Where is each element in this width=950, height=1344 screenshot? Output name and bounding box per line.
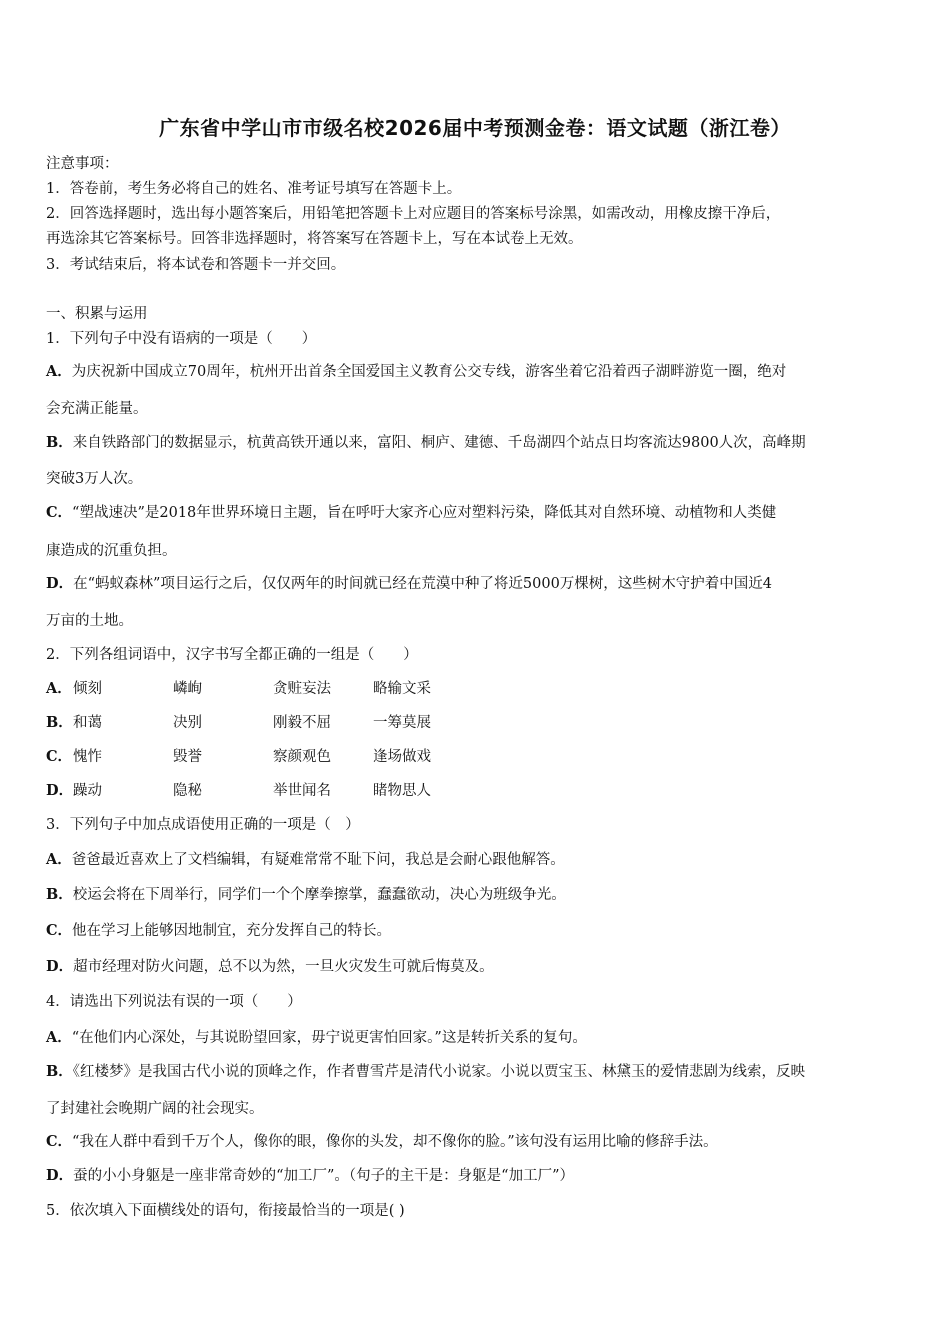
option-letter: A． <box>46 1029 72 1046</box>
word: 隐秘 <box>173 783 202 799</box>
notice-heading: 注意事项： <box>46 156 119 172</box>
q1-option-c-cont: 康造成的沉重负担。 <box>46 543 177 559</box>
option-label: B． <box>46 714 73 731</box>
word: 刚毅不屈 <box>273 715 331 731</box>
word: 略输文采 <box>373 681 431 697</box>
option-letter: B． <box>46 434 73 451</box>
word: 举世闻名 <box>273 783 331 799</box>
option-letter: B． <box>46 1063 73 1080</box>
q1-option-c: C．“塑战速决”是2018年世界环境日主题，旨在呼吁大家齐心应对塑料污染，降低其对自然环境、动植物和人类健 <box>46 504 777 521</box>
word: 逢场做戏 <box>373 749 431 765</box>
word: 一筹莫展 <box>373 715 431 731</box>
q3-stem: 3．下列句子中加点成语使用正确的一项是（ ） <box>46 817 360 833</box>
notice-item-2: 2．回答选择题时，选出每小题答案后，用铅笔把答题卡上对应题目的答案标号涂黑，如需改动，用橡皮擦干净后， <box>46 206 781 222</box>
q3-option-d: D．超市经理对防火问题，总不以为然，一旦火灾发生可就后悔莫及。 <box>46 958 494 975</box>
q1-option-d: D．在“蚂蚁森林”项目运行之后，仅仅两年的时间就已经在荒漠中种了将近5000万棵树，这些树木守护着中国近4 <box>46 575 773 592</box>
q4-option-d: D．蚕的小小身躯是一座非常奇妙的“加工厂”。（句子的主干是：身躯是“加工厂”） <box>46 1167 574 1184</box>
q5-stem: 5．依次填入下面横线处的语句，衔接最恰当的一项是( ) <box>46 1203 405 1219</box>
option-letter: C． <box>46 1133 73 1150</box>
option-letter: B． <box>46 886 73 903</box>
word: 躁动 <box>73 783 102 799</box>
option-letter: C． <box>46 504 73 521</box>
option-letter: D． <box>46 1167 74 1184</box>
notice-item-1: 1．答卷前，考生务必将自己的姓名、准考证号填写在答题卡上。 <box>46 181 462 197</box>
q2-stem: 2．下列各组词语中，汉字书写全都正确的一组是（ ） <box>46 647 418 663</box>
q3-option-c: C．他在学习上能够因地制宜，充分发挥自己的特长。 <box>46 922 392 939</box>
option-label: D． <box>46 782 74 799</box>
option-letter: C． <box>46 922 73 939</box>
notice-item-2-cont: 再选涂其它答案标号。回答非选择题时，将答案写在答题卡上，写在本试卷上无效。 <box>46 231 583 247</box>
option-letter: D． <box>46 958 74 975</box>
option-letter: A． <box>46 363 72 380</box>
option-label: C． <box>46 748 73 765</box>
q2-option-c <box>46 745 431 766</box>
q1-option-b: B．来自铁路部门的数据显示，杭黄高铁开通以来，富阳、桐庐、建德、千岛湖四个站点日均客流达9800人次，高峰期 <box>46 434 806 451</box>
word: 决别 <box>173 715 202 731</box>
q2-option-a <box>46 677 431 698</box>
word: 倾刻 <box>73 681 102 697</box>
q4-option-b: B．《红楼梦》是我国古代小说的顶峰之作，作者曹雪芹是清代小说家。小说以贾宝玉、林黛玉的爱情悲剧为线索，反映 <box>46 1063 806 1080</box>
word: 睹物思人 <box>373 783 431 799</box>
word: 愧怍 <box>73 749 102 765</box>
q1-option-a-cont: 会充满正能量。 <box>46 401 148 417</box>
option-letter: A． <box>46 851 72 868</box>
word: 毁誉 <box>173 749 202 765</box>
q4-option-c: C．“我在人群中看到千万个人，像你的眼，像你的头发，却不像你的脸。”该句没有运用比喻的修辞手法。 <box>46 1133 718 1150</box>
q3-option-b: B．校运会将在下周举行，同学们一个个摩拳擦掌，蠢蠢欲动，决心为班级争光。 <box>46 886 566 903</box>
word: 和蔼 <box>73 715 102 731</box>
q1-option-d-cont: 万亩的土地。 <box>46 613 133 629</box>
section-heading: 一、积累与运用 <box>46 306 148 322</box>
q1-stem: 1．下列句子中没有语病的一项是（ ） <box>46 331 317 347</box>
option-letter: D． <box>46 575 74 592</box>
q4-option-b-cont: 了封建社会晚期广阔的社会现实。 <box>46 1101 264 1117</box>
word: 察颜观色 <box>273 749 331 765</box>
q1-option-b-cont: 突破3万人次。 <box>46 471 143 487</box>
q4-stem: 4．请选出下列说法有误的一项（ ） <box>46 994 302 1010</box>
q4-option-a: A．“在他们内心深处，与其说盼望回家，毋宁说更害怕回家。”这是转折关系的复句。 <box>46 1029 587 1046</box>
page-title: 广东省中学山市市级名校2026届中考预测金卷：语文试题（浙江卷） <box>159 116 791 140</box>
word: 贪赃妄法 <box>273 681 331 697</box>
notice-item-3: 3．考试结束后，将本试卷和答题卡一并交回。 <box>46 257 346 273</box>
q1-option-a: A．为庆祝新中国成立70周年，杭州开出首条全国爱国主义教育公交专线，游客坐着它沿着西子湖畔游览一圈，绝对 <box>46 363 787 380</box>
q2-option-d <box>46 779 431 800</box>
word: 嶙峋 <box>173 681 202 697</box>
option-label: A． <box>46 680 72 697</box>
q3-option-a: A．爸爸最近喜欢上了文档编辑，有疑难常常不耻下问，我总是会耐心跟他解答。 <box>46 851 565 868</box>
q2-option-b <box>46 711 431 732</box>
